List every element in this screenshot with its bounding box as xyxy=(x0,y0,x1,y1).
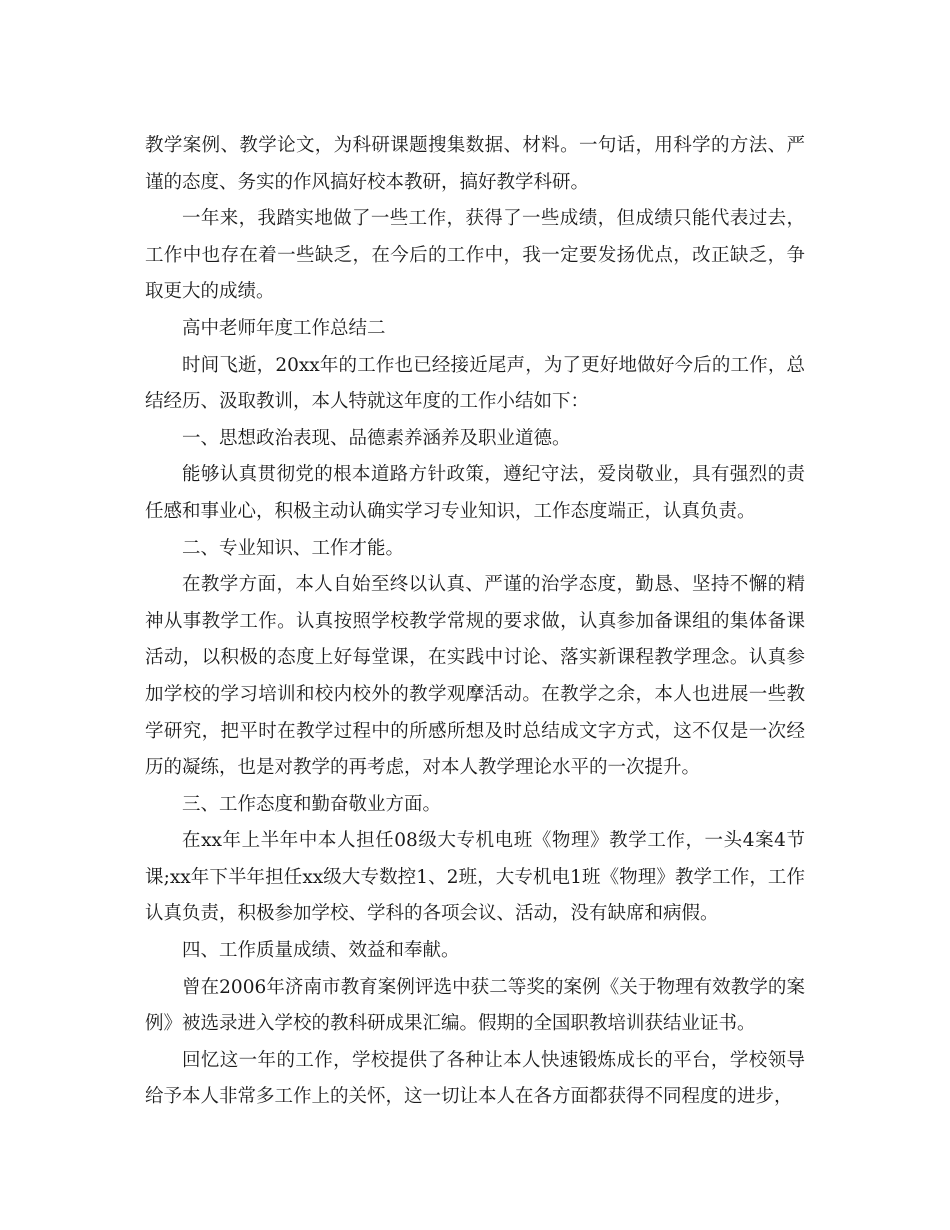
heading-1: 一、思想政治表现、品德素养涵养及职业道德。 xyxy=(182,427,571,449)
paragraph-4: 能够认真贯彻党的根本道路方针政策，遵纪守法，爱岗敬业，具有强烈的责任感和事业心，积极主动认确实学习专业知识，工作态度端正，认真负责。 xyxy=(145,464,805,522)
paragraph-3: 时间飞逝，20xx年的工作也已经接近尾声，为了更好地做好今后的工作，总结经历、汲取教训，本人特就这年度的工作小结如下： xyxy=(145,354,805,413)
paragraph-5: 在教学方面，本人自始至终以认真、严谨的治学态度，勤恳、坚持不懈的精神从事教学工作。认真按照学校教学常规的要求做，认真参加备课组的集体备课活动，以积极的态度上好每堂课，在实践中讨论、落实新课程教学理念。认真参加学校的学习培训和校内校外的教学观摩活动。在教学之余，本人也进展一些教学研究，把平时在教学过程中的所感所想及时总结成文字方式，这不仅是一次经历的凝练，也是对教学的再考虑，对本人教学理论水平的一次提升。 xyxy=(145,574,805,779)
paragraph-6: 在xx年上半年中本人担任08级大专机电班《物理》教学工作，一头4案4节课;xx年下半年担任xx级大专数控1、2班，大专机电1班《物理》教学工作，工作认真负责，积极参加学校、学科的各项会议、活动，没有缺席和病假。 xyxy=(145,830,805,925)
paragraph-1: 教学案例、教学论文，为科研课题搜集数据、材料。一句话，用科学的方法、严谨的态度、务实的作风搞好校本教研，搞好教学科研。 xyxy=(145,135,805,193)
heading-2: 二、专业知识、工作才能。 xyxy=(182,537,405,559)
heading-4: 四、工作质量成绩、效益和奉献。 xyxy=(182,940,460,962)
paragraph-7: 曾在2006年济南市教育案例评选中获二等奖的案例《关于物理有效教学的案例》被选录进入学校的教科研成果汇编。假期的全国职教培训获结业证书。 xyxy=(145,976,805,1035)
section-title: 高中老师年度工作总结二 xyxy=(182,317,386,339)
document-body xyxy=(145,128,805,1116)
paragraph-8: 回忆这一年的工作，学校提供了各种让本人快速锻炼成长的平台，学校领导给予本人非常多工作上的关怀，这一切让本人在各方面都获得不同程度的进步， xyxy=(145,1049,805,1108)
heading-3: 三、工作态度和勤奋敬业方面。 xyxy=(182,793,442,815)
paragraph-2: 一年来，我踏实地做了一些工作，获得了一些成绩，但成绩只能代表过去，工作中也存在着一些缺乏，在今后的工作中，我一定要发扬优点，改正缺乏，争取更大的成绩。 xyxy=(145,208,805,303)
